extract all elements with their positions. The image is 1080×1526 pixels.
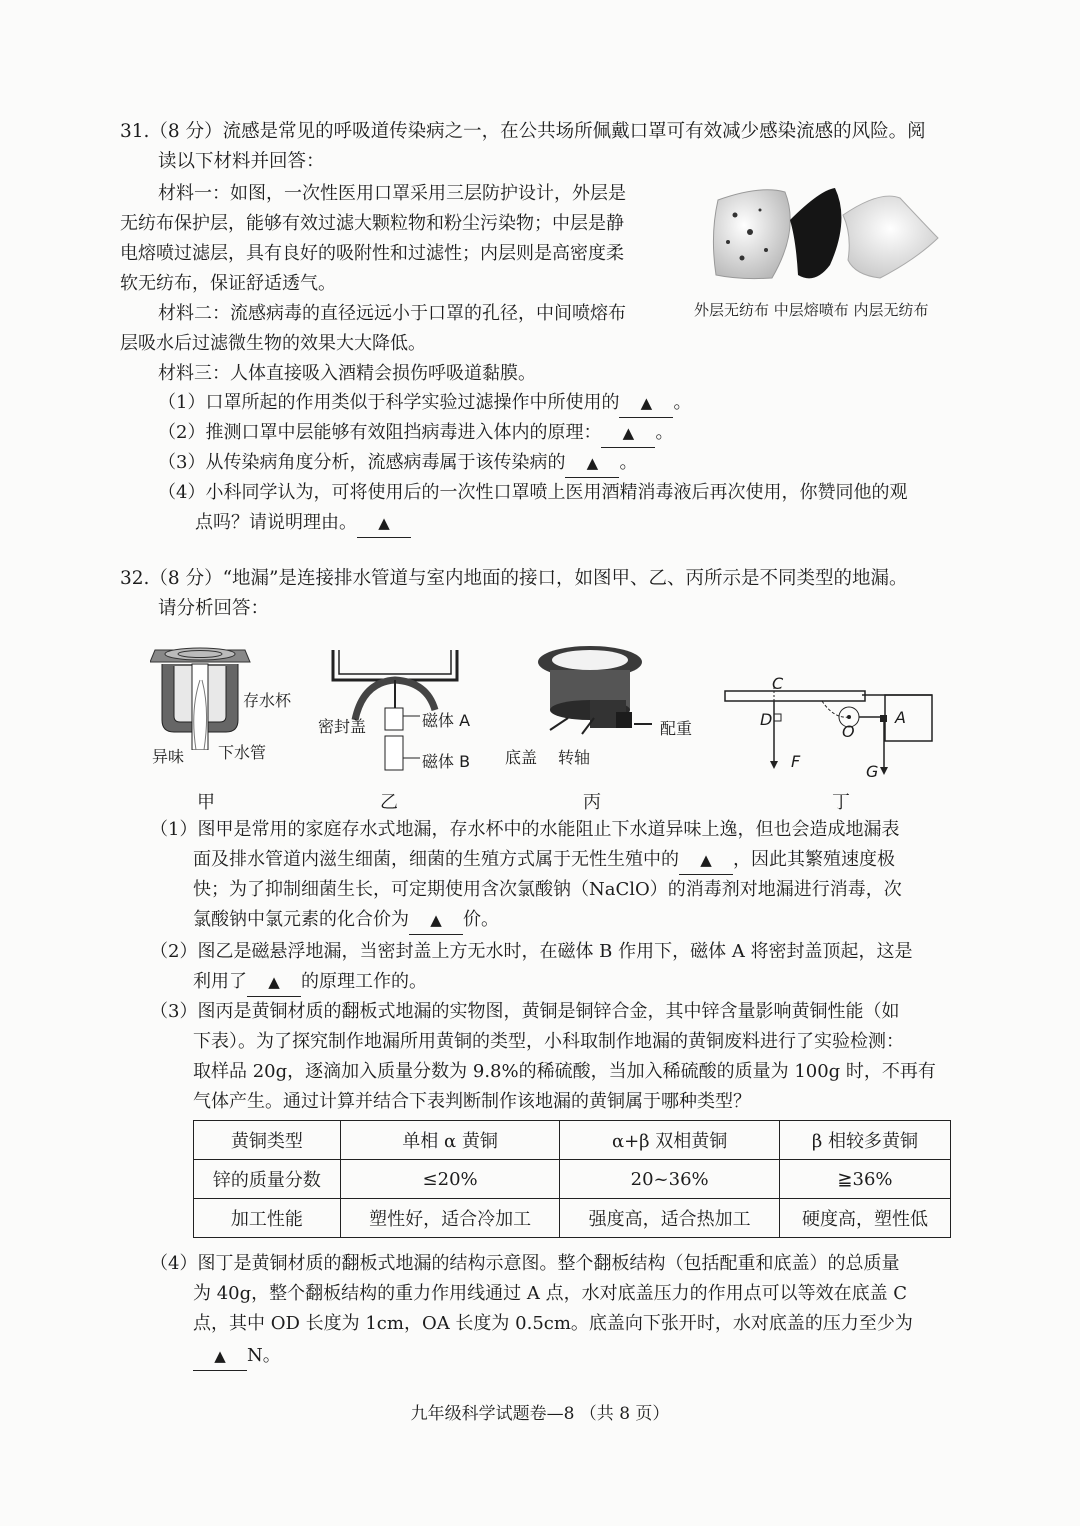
q32-sub1-line3: 快；为了抑制细菌生长，可定期使用含次氯酸钠（NaClO）的消毒剂对地漏进行消毒，次 [193,879,902,900]
label-base-cover: 底盖 [505,748,538,767]
table-cell: 锌的质量分数 [194,1160,341,1199]
q32-sub4-line1: （4）图丁是黄铜材质的翻板式地漏的结构示意图。整个翻板结构（包括配重和底盖）的总质量 [150,1253,900,1274]
label-axle: 转轴 [558,748,591,767]
table-cell: 塑性好，适合冷加工 [340,1199,560,1238]
label-point-a: A [895,708,906,727]
q32-sub1-line4: 氯酸钠中氯元素的化合价为 ▲ 价。 [193,906,499,935]
material2-line-1: 材料二：流感病毒的直径远远小于口罩的孔径，中间喷熔布 [158,303,626,324]
q32-sub1-line1: （1）图甲是常用的家庭存水式地漏，存水杯中的水能阻止下水道异味上逸，但也会造成地漏表 [150,819,900,840]
label-point-c: C [772,674,784,693]
q31-sub3: （3）从传染病角度分析，流感病毒属于该传染病的 ▲ 。 [158,449,637,478]
answer-blank[interactable]: ▲ [409,906,463,935]
mask-caption: 外层无纺布 中层熔喷布 内层无纺布 [694,301,929,319]
q31-sub1: （1）口罩所起的作用类似于科学实验过滤操作中所使用的 ▲ 。 [158,389,691,418]
label-gravity-g: G [866,762,879,781]
answer-blank[interactable]: ▲ [247,968,301,997]
q32-sub4-line2: 为 40g，整个翻板结构的重力作用线通过 A 点，水对底盖压力的作用点可以等效在底盖 C [193,1283,908,1304]
table-cell: ≧36% [779,1160,950,1199]
q32-sub4-line4: ▲ N。 [193,1342,281,1371]
table-row [194,1121,951,1160]
q31-line-2: 读以下材料并回答： [158,151,325,172]
material1-line-2: 无纺布保护层，能够有效过滤大颗粒物和粉尘污染物；中层是静 [120,213,624,234]
table-cell: α+β 双相黄铜 [560,1121,780,1160]
label-counterweight: 配重 [660,719,693,738]
label-magnet-b: 磁体 B [422,752,471,771]
label-seal-lid: 密封盖 [318,717,367,736]
label-drain-pipe: 下水管 [218,743,267,762]
answer-blank[interactable]: ▲ [565,449,619,478]
brass-type-table [193,1120,951,1238]
mask-layers-figure [700,180,940,295]
table-cell: 加工性能 [194,1199,341,1238]
q31-sub4-line1: （4）小科同学认为，可将使用后的一次性口罩喷上医用酒精消毒液后再次使用，你赞同他的观 [158,482,908,503]
q31-sub2: （2）推测口罩中层能够有效阻挡病毒进入体内的原理： ▲ 。 [158,419,673,448]
table-cell: 黄铜类型 [194,1121,341,1160]
table-row [194,1199,951,1238]
q32-line-1: 32.（8 分）“地漏”是连接排水管道与室内地面的接口，如图甲、乙、丙所示是不同类型的地漏。 [120,568,908,589]
material2-line-2: 层吸水后过滤微生物的效果大大降低。 [120,333,426,354]
q32-sub3-line2: 下表）。为了探究制作地漏所用黄铜的类型，小科取制作地漏的黄铜废料进行了实验检测： [193,1031,904,1052]
q32-sub3-line4: 气体产生。通过计算并结合下表判断制作该地漏的黄铜属于哪种类型？ [193,1091,751,1112]
label-force-f: F [791,752,801,771]
answer-blank[interactable]: ▲ [357,509,411,538]
label-odor: 异味 [152,747,185,766]
label-water-cup: 存水杯 [243,691,292,710]
table-cell: β 相较多黄铜 [779,1121,950,1160]
q32-sub2-line2: 利用了 ▲ 的原理工作的。 [193,968,427,997]
answer-blank[interactable]: ▲ [619,389,673,418]
q31-line-1: 31.（8 分）流感是常见的呼吸道传染病之一，在公共场所佩戴口罩可有效减少感染流感的风险。阅 [120,121,926,142]
table-cell: 强度高，适合热加工 [560,1199,780,1238]
material3-line: 材料三：人体直接吸入酒精会损伤呼吸道黏膜。 [158,363,536,384]
table-cell: 单相 α 黄铜 [340,1121,560,1160]
q32-sub3-line3: 取样品 20g，逐滴加入质量分数为 9.8%的稀硫酸，当加入稀硫酸的质量为 100g 时，不再有 [193,1061,936,1082]
q32-sub1-line2: 面及排水管道内滋生细菌，细菌的生殖方式属于无性生殖中的 ▲ ，因此其繁殖速度极 [193,846,895,875]
page-footer: 九年级科学试题卷—8 （共 8 页） [410,1404,670,1424]
q32-sub3-line1: （3）图丙是黄铜材质的翻板式地漏的实物图，黄铜是铜锌合金，其中锌含量影响黄铜性能（如 [150,1001,900,1022]
table-row [194,1160,951,1199]
material1-line-1: 材料一：如图，一次性医用口罩采用三层防护设计，外层是 [158,183,626,204]
table-cell: 硬度高，塑性低 [779,1199,950,1238]
figure-name-jia: 甲 [197,792,215,813]
q31-sub4-line2: 点吗？请说明理由。 ▲ [195,509,411,538]
answer-blank[interactable]: ▲ [679,846,733,875]
q32-line-2: 请分析回答： [158,598,270,619]
answer-blank[interactable]: ▲ [601,419,655,448]
material1-line-3: 电熔喷过滤层，具有良好的吸附性和过滤性；内层则是高密度柔 [120,243,624,264]
figure-bing-brass-drain [530,640,660,745]
label-point-o: O [842,722,855,741]
q32-sub2-line1: （2）图乙是磁悬浮地漏，当密封盖上方无水时，在磁体 B 作用下，磁体 A 将密封盖顶起，这是 [150,941,913,962]
figure-name-bing: 丙 [583,792,601,813]
table-cell: 20~36% [560,1160,780,1199]
figure-ding-lever-diagram [722,675,937,780]
figure-name-ding: 丁 [832,792,850,813]
label-magnet-a: 磁体 A [422,711,471,730]
answer-blank[interactable]: ▲ [193,1342,247,1371]
label-point-d: D [760,710,773,729]
figure-jia-drain [150,640,255,750]
q32-sub4-line3: 点，其中 OD 长度为 1cm，OA 长度为 0.5cm。底盖向下张开时，水对底盖的压力至少为 [193,1313,913,1334]
material1-line-4: 软无纺布，保证舒适透气。 [120,273,336,294]
table-cell: ≤20% [340,1160,560,1199]
figure-name-yi: 乙 [380,792,398,813]
